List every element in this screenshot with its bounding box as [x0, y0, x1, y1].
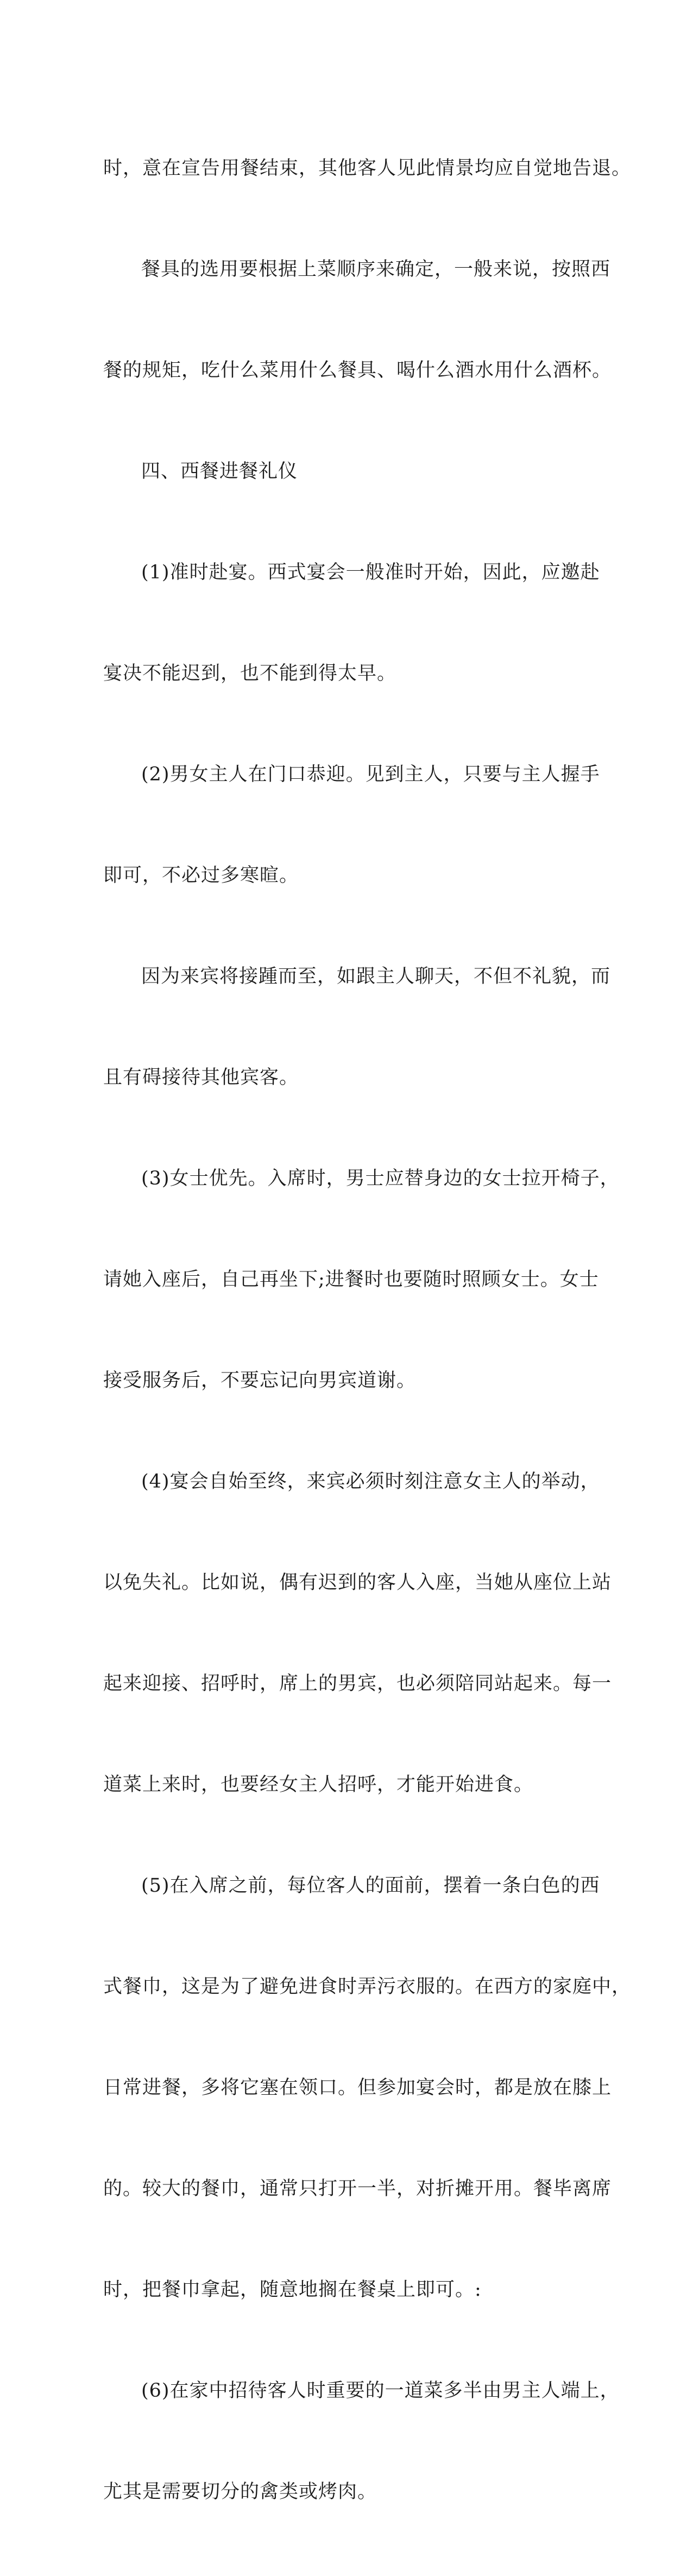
text-line: (3)女士优先。入席时，男士应替身边的女士拉开椅子，	[141, 1168, 620, 1189]
text-line: 日常进餐，多将它塞在领口。但参加宴会时，都是放在膝上	[103, 2077, 612, 2099]
document-page	[103, 84, 632, 2576]
text-line: 接受服务后，不要忘记向男宾道谢。	[103, 1370, 417, 1391]
text-line: 时，意在宣告用餐结束，其他客人见此情景均应自觉地告退。	[103, 158, 632, 179]
section-heading: 四、西餐进餐礼仪	[141, 461, 298, 482]
text-line: (2)男女主人在门口恭迎。见到主人，只要与主人握手	[141, 764, 600, 785]
text-line: 即可，不必过多寒暄。	[103, 865, 299, 886]
text-line: (1)准时赴宴。西式宴会一般准时开始，因此，应邀赴	[141, 562, 600, 583]
text-line: 因为来宾将接踵而至，如跟主人聊天，不但不礼貌，而	[141, 966, 611, 987]
text-line: (4)宴会自始至终，来宾必须时刻注意女主人的举动，	[141, 1471, 600, 1492]
document-body	[103, 84, 632, 2576]
text-line: 且有碍接待其他宾客。	[103, 1067, 299, 1088]
text-line: 道菜上来时，也要经女主人招呼，才能开始进食。	[103, 1774, 534, 1796]
text-line: 宴决不能迟到，也不能到得太早。	[103, 663, 397, 684]
text-line: 时，把餐巾拿起，随意地搁在餐桌上即可。:	[103, 2279, 482, 2301]
text-line: 尤其是需要切分的禽类或烤肉。	[103, 2481, 377, 2503]
text-line: 餐具的选用要根据上菜顺序来确定，一般来说，按照西	[141, 259, 611, 280]
text-line: 起来迎接、招呼时，席上的男宾，也必须陪同站起来。每一	[103, 1673, 612, 1695]
text-line: 以免失礼。比如说，偶有迟到的客人入座，当她从座位上站	[103, 1572, 612, 1594]
text-line: 式餐巾，这是为了避免进食时弄污衣服的。在西方的家庭中，	[103, 1976, 632, 1998]
text-line: 餐的规矩，吃什么菜用什么餐具、喝什么酒水用什么酒杯。	[103, 360, 612, 381]
text-line: 的。较大的餐巾，通常只打开一半，对折摊开用。餐毕离席	[103, 2178, 612, 2200]
text-line: 请她入座后，自己再坐下;进餐时也要随时照顾女士。女士	[103, 1269, 599, 1290]
text-line: (6)在家中招待客人时重要的一道菜多半由男主人端上，	[141, 2380, 620, 2402]
text-line: (5)在入席之前，每位客人的面前，摆着一条白色的西	[141, 1875, 600, 1897]
